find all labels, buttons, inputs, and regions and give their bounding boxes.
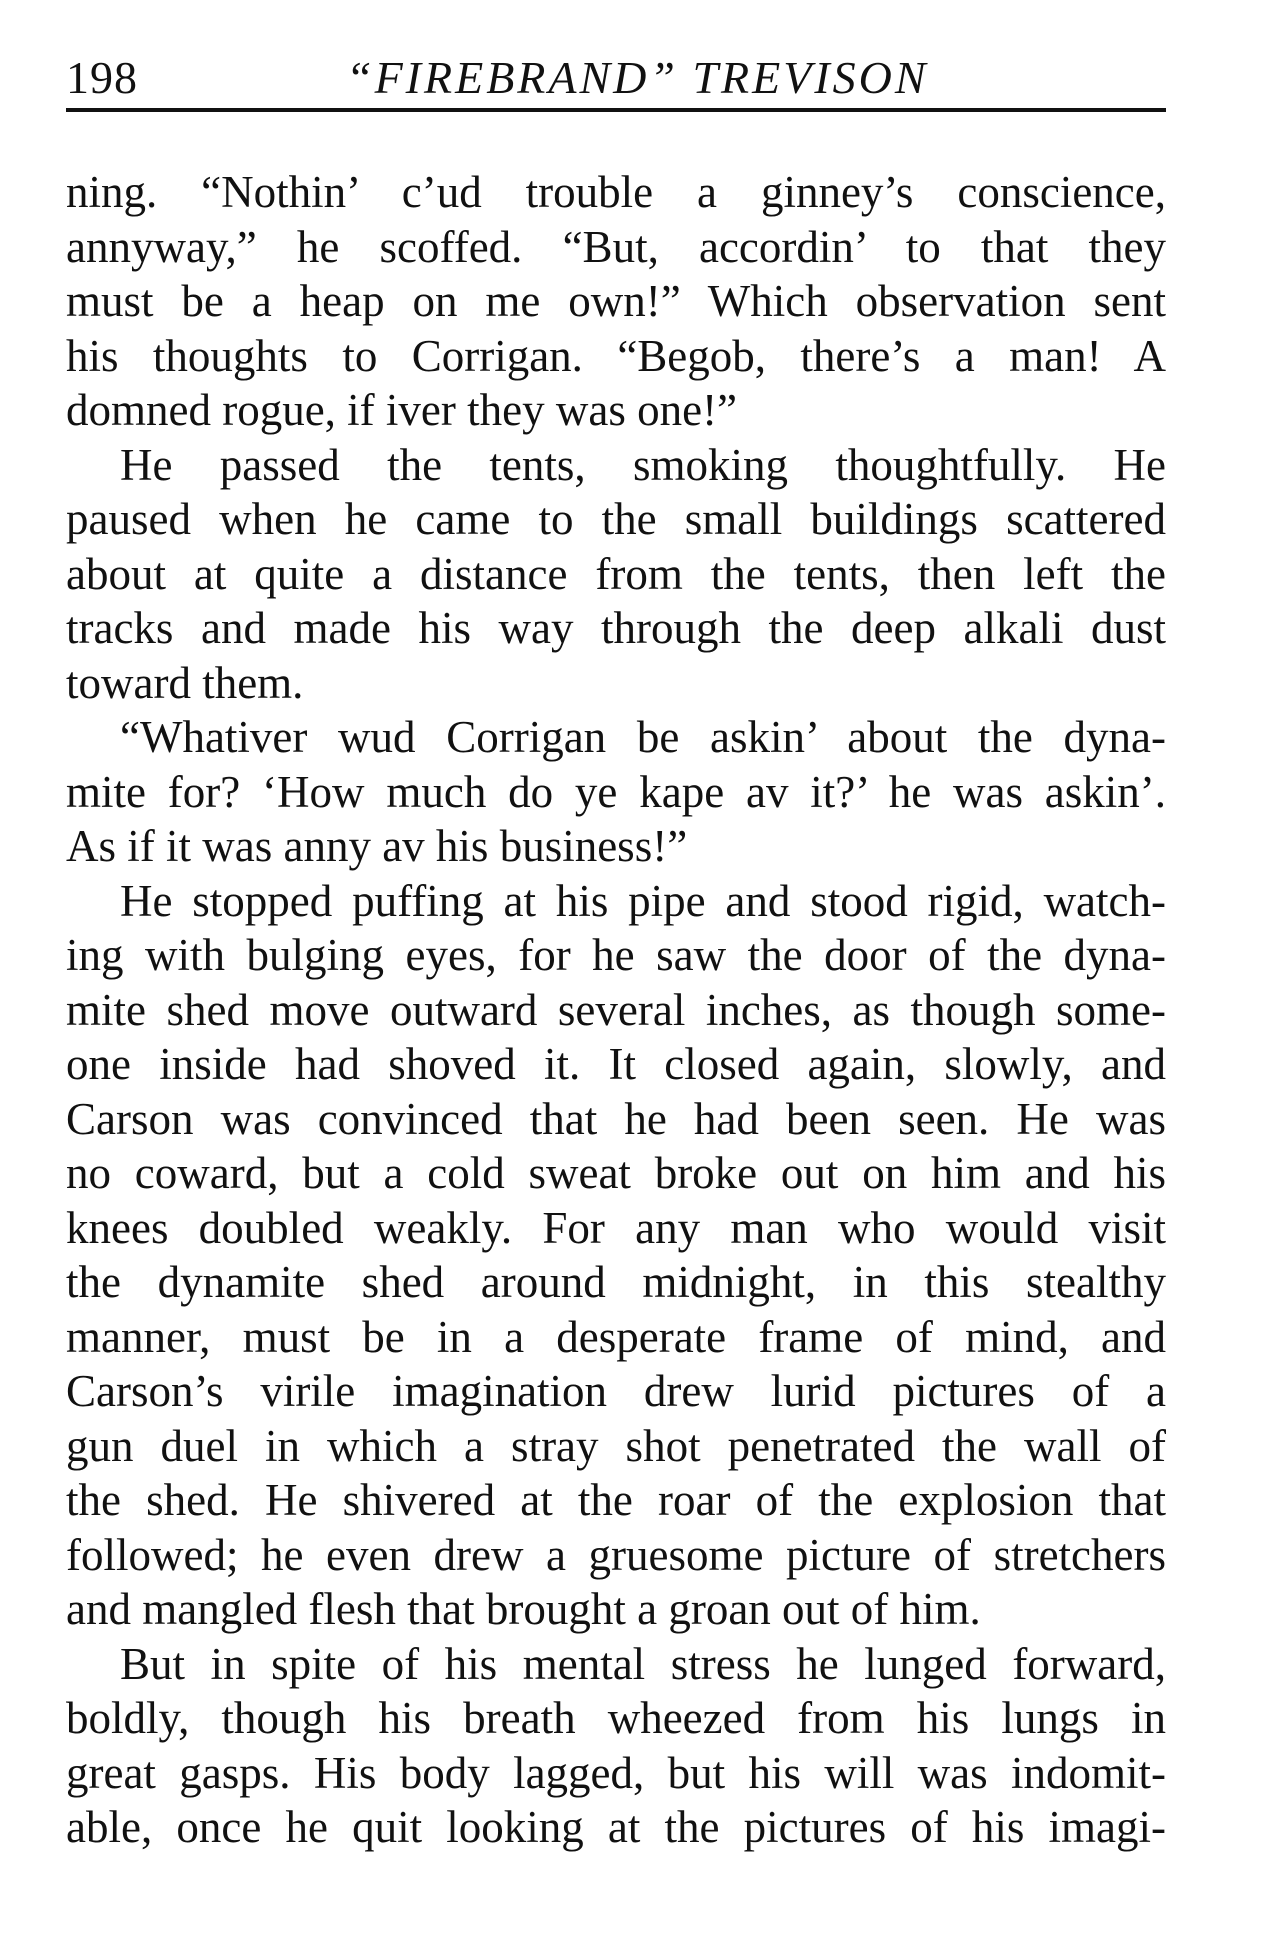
text-line: mite for? ‘How much do ye kape av it?’ he was askin’. [66, 766, 1166, 817]
text-line: one inside had shoved it. It closed again, slowly, and [66, 1039, 1166, 1089]
text-line: “Whativer wud Corrigan be askin’ about the dyna- [120, 712, 1166, 762]
text-line: annyway,” he scoffed. “But, accordin’ to that they [66, 221, 1166, 272]
text-line: ing with bulging eyes, for he saw the door of the dyna- [66, 930, 1166, 980]
body-text [66, 165, 1166, 1855]
text-line: no coward, but a cold sweat broke out on him and his [66, 1148, 1166, 1198]
text-line: his thoughts to Corrigan. “Begob, there’s a man! A [66, 330, 1166, 381]
text-line: manner, must be in a desperate frame of mind, and [66, 1311, 1166, 1362]
header-rule [66, 108, 1166, 112]
text-line: Carson’s virile imagination drew lurid pictures of a [66, 1366, 1166, 1416]
text-line: gun duel in which a stray shot penetrated the wall of [66, 1420, 1166, 1471]
running-title: “FIREBRAND” TREVISON [346, 52, 929, 103]
text-line: about at quite a distance from the tents, then left the [66, 548, 1166, 599]
text-line: But in spite of his mental stress he lunged forward, [120, 1638, 1166, 1689]
text-line: knees doubled weakly. For any man who would visit [66, 1202, 1166, 1253]
text-line: followed; he even drew a gruesome picture of stretchers [66, 1529, 1166, 1580]
text-line: tracks and made his way through the deep alkali dust [66, 603, 1166, 653]
text-line: mite shed move outward several inches, as though some- [66, 984, 1166, 1035]
text-line: great gasps. His body lagged, but his will was indomit- [66, 1747, 1166, 1798]
text-line: As if it was anny av his business!” [66, 821, 688, 871]
text-line: domned rogue, if iver they was one!” [66, 385, 738, 435]
page-number: 198 [66, 52, 138, 103]
text-line: and mangled flesh that brought a groan out of him. [66, 1584, 981, 1634]
text-line: He stopped puffing at his pipe and stood rigid, watch- [120, 875, 1166, 926]
text-line: toward them. [66, 657, 304, 708]
text-line: He passed the tents, smoking thoughtfully. He [120, 439, 1166, 490]
text-line: the dynamite shed around midnight, in this stealthy [66, 1257, 1166, 1307]
text-line: must be a heap on me own!” Which observation sent [66, 276, 1166, 326]
text-line: boldly, though his breath wheezed from his lungs in [66, 1693, 1166, 1743]
text-line: paused when he came to the small buildings scattered [66, 494, 1166, 544]
text-line: able, once he quit looking at the pictures of his imagi- [66, 1802, 1166, 1852]
text-line: Carson was convinced that he had been seen. He was [66, 1093, 1166, 1144]
text-line: the shed. He shivered at the roar of the explosion that [66, 1475, 1166, 1525]
text-line: ning. “Nothin’ c’ud trouble a ginney’s conscience, [66, 167, 1166, 217]
